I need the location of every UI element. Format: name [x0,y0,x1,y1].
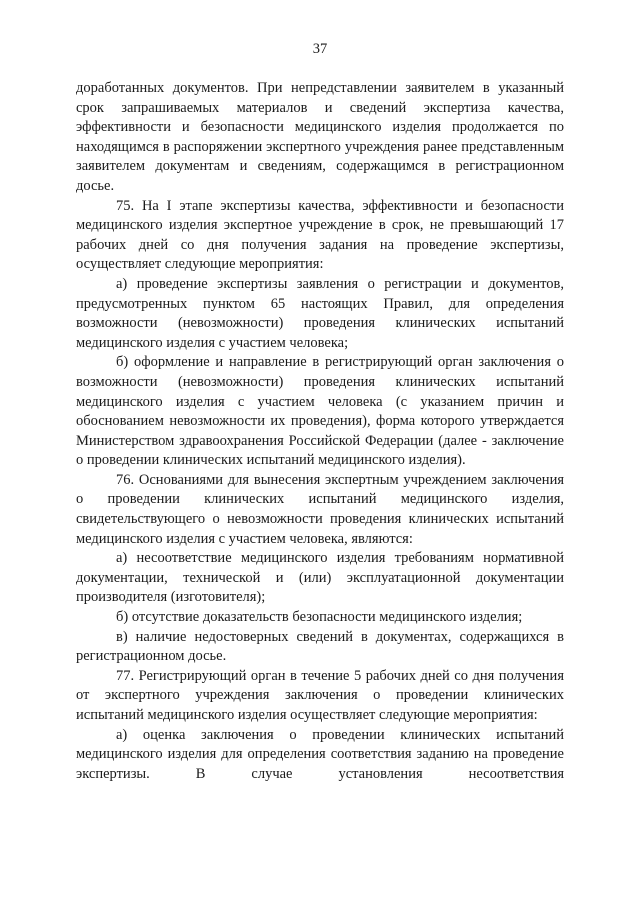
paragraph-76: 76. Основаниями для вынесения экспертным учреждением заключения о проведении клинических испытаний медицинского изделия, свидетельствующего о невозможности проведения клинических испытаний медицинского изделия с участием человека, являются: [76,471,564,547]
paragraph-76-c: в) наличие недостоверных сведений в документах, содержащихся в регистрационном досье. [76,628,564,665]
paragraph-75: 75. На I этапе экспертизы качества, эффективности и безопасности медицинского изделия экспертное учреждение в срок, не превышающий 17 рабочих дней со дня получения задания на проведение экспертизы, осуществляет следующие мероприятия: [76,197,564,273]
document-text-body [76,79,564,784]
paragraph-continued: доработанных документов. При непредставлении заявителем в указанный срок запрашиваемых материалов и сведений экспертиза качества, эффективности и безопасности медицинского изделия продолжается по находящимся в распоряжении экспертного учреждения ранее представленным заявителем документам и сведениям, содержащимся в регистрационном досье. [76,80,564,194]
paragraph-77-a: а) оценка заключения о проведении клинических испытаний медицинского изделия для определения соответствия заданию на проведение экспертизы. В случае установления несоответствия [76,726,564,782]
paragraph-75-a: а) проведение экспертизы заявления о регистрации и документов, предусмотренных пунктом 65 настоящих Правил, для определения возможности (невозможности) проведения клинических испытаний медицинского изделия с участием человека; [76,275,564,351]
page-number: 37 [312,41,328,57]
paragraph-76-a: а) несоответствие медицинского изделия требованиям нормативной документации, технической и (или) эксплуатационной документации производителя (изготовителя); [76,550,564,606]
paragraph-75-b: б) оформление и направление в регистрирующий орган заключения о возможности (невозможности) проведения клинических испытаний медицинского изделия с участием человека (с указанием причин и обоснованием невозможности их проведения), форма которого утверждается Министерством здравоохранения Российской Федерации (далее - заключение о проведении клинических испытаний медицинского изделия). [76,354,564,469]
paragraph-76-b: б) отсутствие доказательств безопасности медицинского изделия; [116,609,523,626]
paragraph-77: 77. Регистрирующий орган в течение 5 рабочих дней со дня получения от экспертного учреждения заключения о проведении клинических испытаний медицинского изделия осуществляет следующие мероприятия: [76,667,564,723]
